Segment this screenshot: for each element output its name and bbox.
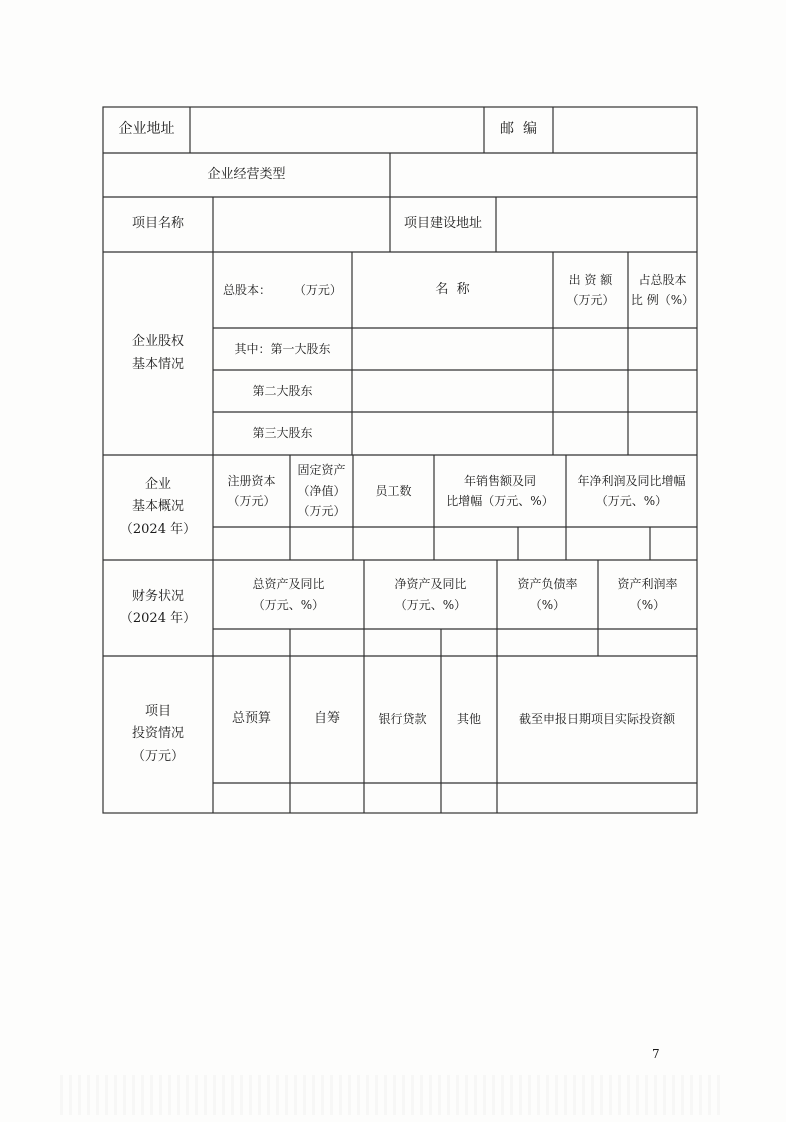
business-type-field[interactable] [390,153,697,197]
total-budget-header: 总预算 [231,711,271,727]
shareholder-1-ratio-field[interactable] [628,328,697,370]
registered-capital-header: 注册资本 （万元） [227,473,276,508]
profit-ratio-header: 资产利润率 （%） [617,577,678,612]
shareholder-1-label: 其中：第一大股东 [234,341,331,356]
total-assets-growth-field[interactable] [290,629,364,656]
actual-investment-field[interactable] [497,783,697,813]
total-budget-field[interactable] [213,783,290,813]
registered-capital-field[interactable] [213,527,290,560]
enterprise-address-field[interactable] [190,107,484,153]
self-raised-field[interactable] [290,783,364,813]
postcode-label: 邮 编 [500,121,537,138]
debt-ratio-field[interactable] [497,629,598,656]
shareholder-3-contribution-field[interactable] [553,412,628,455]
fixed-assets-header: 固定资产 （净值） （万元） [297,463,346,519]
postcode-field[interactable] [553,107,697,153]
annual-sales-growth-field[interactable] [518,527,566,560]
business-type-label: 企业经营类型 [207,166,286,182]
project-site-field[interactable] [496,197,697,252]
shareholder-1-name-field[interactable] [352,328,553,370]
shareholder-1-contribution-field[interactable] [553,328,628,370]
shareholder-2-ratio-field[interactable] [628,370,697,412]
shareholder-name-header: 名 称 [435,281,470,297]
actual-investment-header: 截至申报日期项目实际投资额 [518,712,675,727]
annual-sales-value-field[interactable] [434,527,518,560]
enterprise-address-label: 企业地址 [118,121,175,138]
project-site-label: 项目建设地址 [403,216,482,232]
net-assets-growth-field[interactable] [441,629,497,656]
project-name-label: 项目名称 [131,216,184,232]
project-name-field[interactable] [213,197,390,252]
total-assets-header: 总资产及同比 （万元、%） [252,577,325,612]
other-funding-field[interactable] [441,783,497,813]
self-raised-header: 自筹 [313,711,340,727]
shareholder-2-contribution-field[interactable] [553,370,628,412]
shareholder-3-name-field[interactable] [352,412,553,455]
other-funding-header: 其他 [456,712,481,727]
profit-ratio-field[interactable] [598,629,697,656]
net-profit-value-field[interactable] [566,527,650,560]
shareholder-3-ratio-field[interactable] [628,412,697,455]
net-assets-value-field[interactable] [364,629,441,656]
debt-ratio-header: 资产负债率 （%） [517,577,578,612]
net-profit-growth-field[interactable] [650,527,697,560]
equity-section-label: 企业股权 基本情况 [131,334,184,372]
shareholder-2-name-field[interactable] [352,370,553,412]
annual-sales-header: 年销售额及同 比增幅（万元、%） [446,473,554,508]
bank-loan-header: 银行贷款 [378,712,427,727]
fixed-assets-field[interactable] [290,527,353,560]
page-number: 7 [652,1047,660,1061]
share-ratio-header: 占总股本 比 例（%） [630,272,695,307]
net-assets-header: 净资产及同比 （万元、%） [394,577,467,612]
contribution-header: 出 资 额 （万元） [566,272,615,307]
total-capital-label: 总股本： （万元） [223,282,342,297]
shareholder-3-label: 第三大股东 [252,426,313,441]
total-assets-value-field[interactable] [213,629,290,656]
overview-section-label: 企业 基本概况 （2024 年） [119,477,197,537]
investment-section-label: 项目 投资情况 （万元） [131,704,184,764]
bank-loan-field[interactable] [364,783,441,813]
finance-section-label: 财务状况 （2024 年） [119,588,197,626]
employees-header: 员工数 [375,483,412,498]
net-profit-header: 年净利润及同比增幅 （万元、%） [577,473,686,508]
shareholder-2-label: 第二大股东 [252,383,313,398]
employees-field[interactable] [353,527,434,560]
